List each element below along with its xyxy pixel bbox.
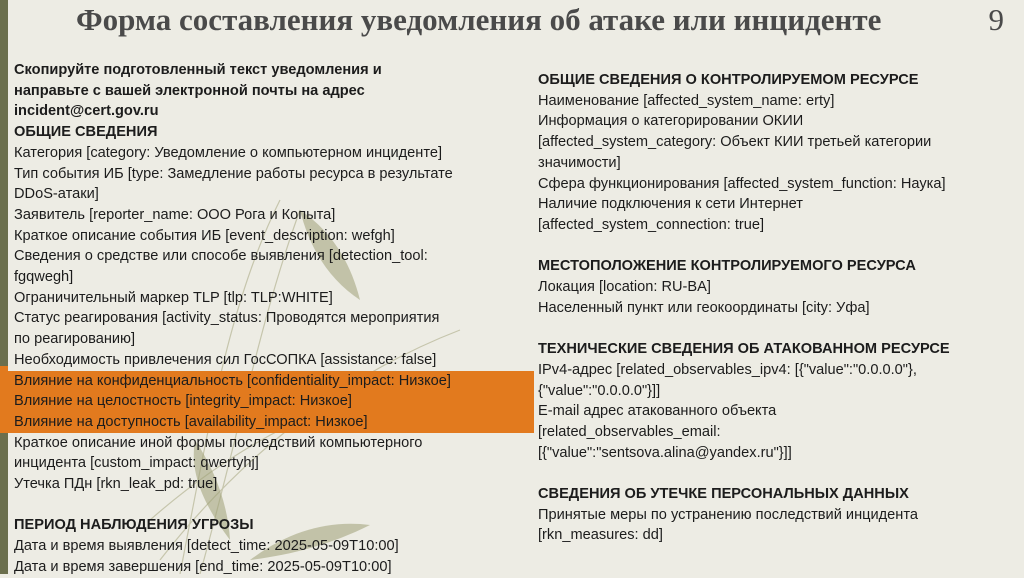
field-system-name: Наименование [affected_system_name: erty] — [538, 92, 835, 109]
slide-number: 9 — [988, 2, 1004, 37]
field-event-description: Краткое описание события ИБ [event_description: wefgh] — [14, 227, 395, 244]
left-accent-bar — [0, 0, 8, 574]
field-detect-time: Дата и время выявления [detect_time: 2025-05-09T10:00] — [14, 538, 399, 555]
field-end-time: Дата и время завершения [end_time: 2025-05-09T10:00] — [14, 558, 392, 575]
field-connection-cont: [affected_system_connection: true] — [538, 216, 765, 233]
field-okii: Информация о категорировании ОКИИ — [538, 113, 804, 130]
period-heading: ПЕРИОД НАБЛЮДЕНИЯ УГРОЗЫ — [14, 517, 254, 534]
field-measures: Принятые меры по устранению последствий инцидента — [538, 506, 918, 523]
field-email-cont: [related_observables_email: — [538, 423, 721, 440]
field-type-cont: DDoS-атаки] — [14, 186, 99, 203]
field-ipv4-cont: {"value":"0.0.0.0"}]] — [538, 382, 661, 399]
slide-title: Форма составления уведомления об атаке или инциденте — [76, 2, 882, 37]
field-activity-status-cont: по реагированию] — [14, 331, 136, 348]
field-email: E-mail адрес атакованного объекта — [538, 403, 777, 420]
field-category: Категория [category: Уведомление о компьютерном инциденте] — [14, 144, 443, 161]
field-tlp: Ограничительный маркер TLP [tlp: TLP:WHITE] — [14, 289, 333, 306]
field-detection-tool-cont: fgqwegh] — [14, 269, 74, 286]
resource-heading: ОБЩИЕ СВЕДЕНИЯ О КОНТРОЛИРУЕМОМ РЕСУРСЕ — [538, 72, 919, 88]
field-system-category-cont: значимости] — [538, 154, 621, 171]
intro-line: Скопируйте подготовленный текст уведомления и — [14, 62, 382, 78]
field-city: Населенный пункт или геокоординаты [city: Уфа] — [538, 299, 870, 316]
field-measures-cont: [rkn_measures: dd] — [538, 527, 663, 544]
field-custom-impact-cont: инцидента [custom_impact: qwertyhj] — [14, 455, 259, 472]
field-leak-pd: Утечка ПДн [rkn_leak_pd: true] — [14, 476, 218, 493]
field-integrity-impact: Влияние на целостность [integrity_impact: Низкое] — [0, 391, 534, 412]
field-custom-impact: Краткое описание иной формы последствий компьютерного — [14, 434, 423, 451]
field-type: Тип события ИБ [type: Замедление работы ресурса в результате — [14, 165, 453, 182]
field-email-value: [{"value":"sentsova.alina@yandex.ru"}]] — [538, 444, 792, 461]
location-heading: МЕСТОПОЛОЖЕНИЕ КОНТРОЛИРУЕМОГО РЕСУРСА — [538, 258, 916, 275]
field-connection: Наличие подключения к сети Интернет — [538, 196, 803, 213]
field-ipv4: IPv4-адрес [related_observables_ipv4: [{"value":"0.0.0.0"}, — [538, 361, 917, 378]
field-activity-status: Статус реагирования [activity_status: Проводятся мероприятия — [14, 310, 440, 327]
field-system-category: [affected_system_category: Объект КИИ третьей категории — [538, 134, 932, 151]
field-reporter: Заявитель [reporter_name: ООО Рога и Копыта] — [14, 206, 336, 223]
right-column — [538, 70, 1024, 546]
tech-heading: ТЕХНИЧЕСКИЕ СВЕДЕНИЯ ОБ АТАКОВАННОМ РЕСУРСЕ — [538, 341, 950, 358]
left-column — [14, 60, 534, 578]
intro-line: направьте с вашей электронной почты на адрес — [14, 82, 365, 99]
field-availability-impact: Влияние на доступность [availability_impact: Низкое] — [0, 412, 534, 433]
field-confidentiality-impact: Влияние на конфиденциальность [confidentiality_impact: Низкое] — [0, 371, 534, 392]
intro-email: incident@cert.gov.ru — [14, 103, 159, 120]
field-detection-tool: Сведения о средстве или способе выявления [detection_tool: — [14, 248, 428, 265]
field-assistance: Необходимость привлечения сил ГосСОПКА [assistance: false] — [14, 351, 437, 368]
leak-heading: СВЕДЕНИЯ ОБ УТЕЧКЕ ПЕРСОНАЛЬНЫХ ДАННЫХ — [538, 486, 909, 503]
general-heading: ОБЩИЕ СВЕДЕНИЯ — [14, 124, 158, 141]
field-location: Локация [location: RU-BA] — [538, 279, 711, 296]
field-system-function: Сфера функционирования [affected_system_function: Наука] — [538, 175, 946, 192]
